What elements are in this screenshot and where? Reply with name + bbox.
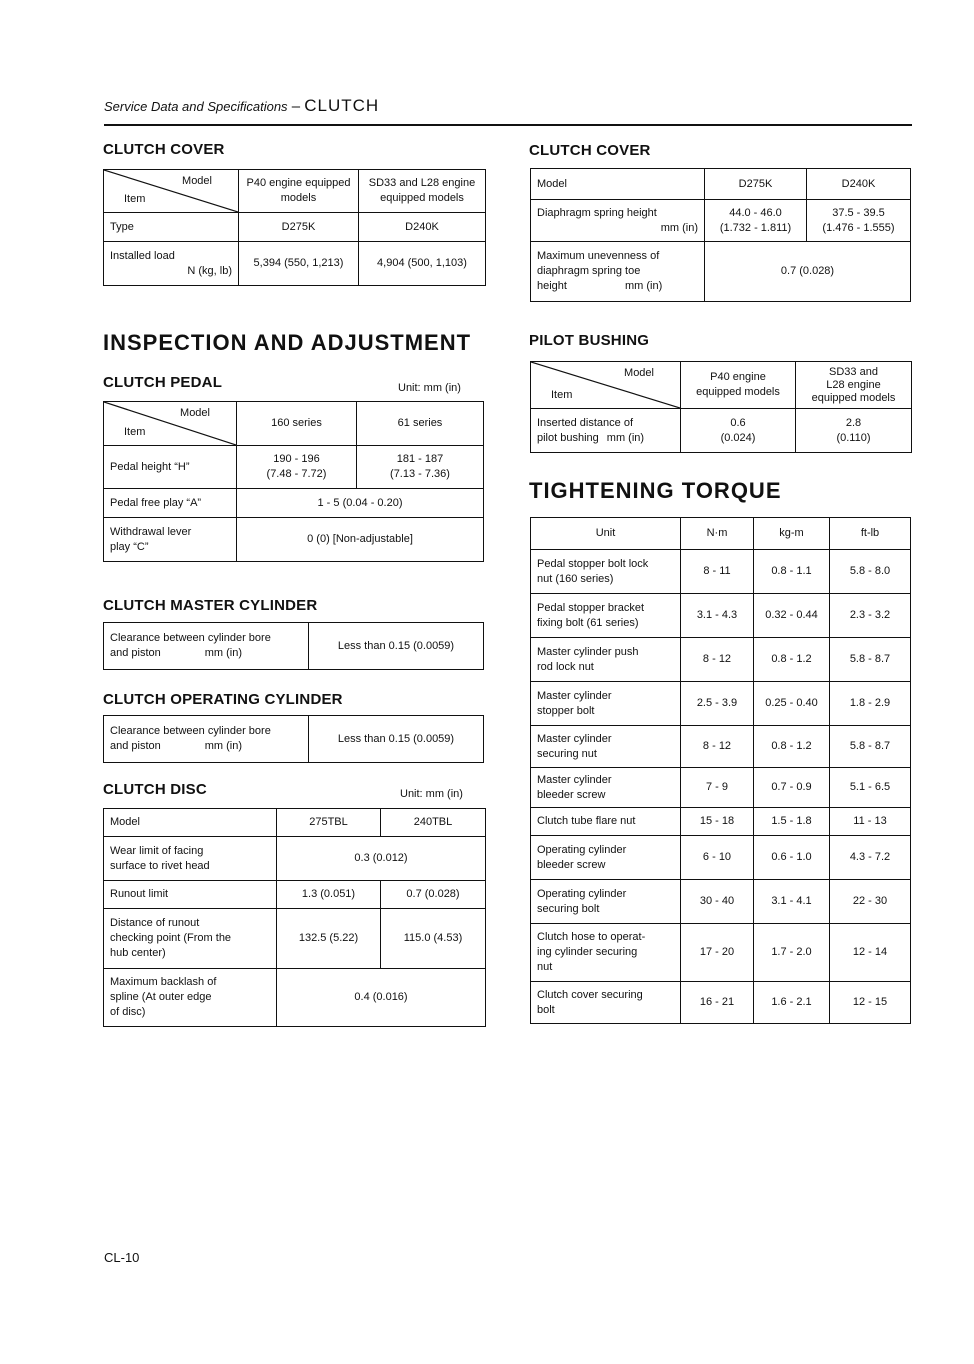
- label-line: checking point (From the: [110, 932, 232, 944]
- clutch-pedal-table: [103, 401, 484, 562]
- model-label: Model: [624, 367, 654, 379]
- item-label: Item: [124, 193, 146, 205]
- label-line: Diaphragm spring height: [537, 206, 657, 219]
- cell-value: 22 - 30: [830, 880, 911, 924]
- cell-value: 11 - 13: [830, 808, 911, 836]
- clutch-disc-unit: Unit: mm (in): [400, 788, 463, 800]
- item-label: Item: [124, 426, 146, 438]
- value-line: (0.110): [836, 431, 871, 444]
- value-line: 37.5 - 39.5: [832, 206, 885, 219]
- master-cylinder-table: [103, 622, 484, 670]
- label-line: Wear limit of facing: [110, 844, 204, 857]
- cell-value: 15 - 18: [681, 808, 754, 836]
- header-rule: [104, 124, 912, 126]
- col-header: Model: [531, 169, 705, 200]
- row-label: Pedal free play “A”: [104, 489, 237, 518]
- cell-value: 0.7 (0.028): [705, 242, 911, 302]
- table-row: [531, 550, 911, 594]
- cell-value: 0.32 - 0.44: [754, 594, 830, 638]
- cell-value: 4,904 (500, 1,103): [359, 242, 486, 286]
- cell-value: 2.3 - 3.2: [830, 594, 911, 638]
- label-text: and piston: [110, 647, 161, 659]
- cell-value: 0.3 (0.012): [277, 837, 486, 881]
- label-line: hub center): [110, 947, 166, 959]
- model-label: Model: [180, 407, 210, 419]
- label-line: Master cylinder: [537, 732, 612, 745]
- cell-value: 0.25 - 0.40: [754, 682, 830, 726]
- cell-value: [807, 200, 911, 242]
- value-line: 181 - 187: [396, 453, 444, 465]
- row-label: Pedal height “H”: [104, 446, 237, 489]
- row-unit: mm (in): [204, 740, 243, 752]
- cell-value: 12 - 15: [830, 982, 911, 1024]
- label-line: nut: [537, 961, 553, 973]
- header-title: CLUTCH: [304, 96, 380, 115]
- row-label: [104, 969, 277, 1027]
- row-label: [531, 682, 681, 726]
- label-line: stopper bolt: [537, 704, 595, 717]
- row-label: [104, 242, 239, 286]
- cell-value: [237, 446, 357, 489]
- cell-value: 5.1 - 6.5: [830, 768, 911, 808]
- row-label: [104, 716, 309, 763]
- cell-value: 1.5 - 1.8: [754, 808, 830, 836]
- header-subtitle: Service Data and Specifications: [104, 99, 288, 114]
- label-line: securing nut: [537, 747, 597, 760]
- label-line: Maximum backlash of: [110, 976, 217, 988]
- cell-value: [681, 409, 796, 453]
- label-line: Pedal stopper bolt lock: [537, 557, 649, 570]
- row-unit: mm (in): [624, 280, 663, 292]
- row-label: Runout limit: [104, 881, 277, 909]
- label-text: height: [537, 280, 567, 292]
- cell-value: 0.8 - 1.2: [754, 726, 830, 768]
- cell-value: 8 - 11: [681, 550, 754, 594]
- label-line: Clutch cover securing: [537, 988, 643, 1001]
- label-line: [110, 646, 302, 661]
- label-line: spline (At outer edge: [110, 991, 212, 1003]
- cell-value: 0.7 - 0.9: [754, 768, 830, 808]
- cell-value: 0.8 - 1.2: [754, 638, 830, 682]
- cell-value: 5.8 - 8.7: [830, 726, 911, 768]
- cell-value: 0 (0) [Non-adjustable]: [237, 518, 484, 562]
- row-label: [104, 623, 309, 670]
- row-label: [531, 808, 681, 836]
- table-row: [531, 638, 911, 682]
- label-line: Clearance between cylinder bore: [110, 632, 271, 644]
- label-text: and piston: [110, 740, 161, 752]
- label-line: of disc): [110, 1006, 146, 1018]
- label-line: Master cylinder push: [537, 645, 639, 658]
- master-cylinder-heading: CLUTCH MASTER CYLINDER: [103, 597, 318, 614]
- row-label: [104, 518, 237, 562]
- label-line: Clutch tube flare nut: [537, 815, 636, 827]
- cell-value: 3.1 - 4.1: [754, 880, 830, 924]
- row-label: [531, 982, 681, 1024]
- cell-value: 8 - 12: [681, 726, 754, 768]
- model-item-diagonal-cell: [104, 170, 239, 213]
- label-line: Clutch hose to operat-: [537, 931, 646, 943]
- col-header: ft-lb: [830, 518, 911, 550]
- col-header: 61 series: [357, 402, 484, 446]
- row-unit: mm (in): [204, 647, 243, 659]
- cell-value: 7 - 9: [681, 768, 754, 808]
- label-line: Inserted distance of: [537, 416, 634, 429]
- cell-value: D275K: [239, 213, 359, 242]
- header-line: equipped models: [811, 391, 896, 404]
- cell-value: 1.8 - 2.9: [830, 682, 911, 726]
- page-header: [104, 96, 379, 116]
- table-row: [531, 768, 911, 808]
- label-text: pilot bushing: [537, 431, 599, 444]
- cell-value: 1.7 - 2.0: [754, 924, 830, 982]
- pilot-bushing-table: [530, 361, 912, 453]
- col-header: D240K: [807, 169, 911, 200]
- col-header: [796, 362, 912, 409]
- pilot-bushing-heading: PILOT BUSHING: [529, 332, 650, 349]
- value-line: 2.8: [845, 416, 862, 429]
- value-line: (7.48 - 7.72): [266, 468, 327, 480]
- label-line: Distance of runout: [110, 917, 200, 929]
- row-label: [531, 880, 681, 924]
- header-dash: –: [287, 98, 305, 115]
- col-header: 275TBL: [277, 809, 381, 837]
- cell-value: [705, 200, 807, 242]
- row-label: [531, 924, 681, 982]
- label-line: diaphragm spring toe: [537, 265, 641, 277]
- table-row: [531, 682, 911, 726]
- label-line: Master cylinder: [537, 689, 612, 702]
- label-line: rod lock nut: [537, 660, 594, 673]
- label-line: ing cylinder securing: [537, 946, 638, 958]
- header-line: L28 engine: [826, 378, 881, 391]
- row-label: [531, 594, 681, 638]
- cell-value: 8 - 12: [681, 638, 754, 682]
- label-line: [110, 739, 302, 754]
- cell-value: 5.8 - 8.0: [830, 550, 911, 594]
- row-label: [531, 550, 681, 594]
- row-label: Type: [104, 213, 239, 242]
- operating-cylinder-table: [103, 715, 484, 763]
- cell-value: 16 - 21: [681, 982, 754, 1024]
- clutch-disc-table: [103, 808, 486, 1027]
- col-header: Model: [104, 809, 277, 837]
- col-header: N·m: [681, 518, 754, 550]
- label-line: fixing bolt (61 series): [537, 616, 639, 629]
- item-label: Item: [551, 389, 573, 401]
- model-label: Model: [182, 175, 212, 187]
- col-header: Unit: [531, 518, 681, 550]
- row-label: [531, 409, 681, 453]
- label-line: bolt: [537, 1003, 555, 1016]
- value-line: (0.024): [720, 431, 756, 444]
- label-line: bleeder screw: [537, 858, 606, 871]
- cell-value: 115.0 (4.53): [381, 909, 486, 969]
- cell-value: 0.6 - 1.0: [754, 836, 830, 880]
- table-row: [531, 836, 911, 880]
- label-line: Maximum unevenness of: [537, 250, 660, 262]
- cell-value: 5,394 (550, 1,213): [239, 242, 359, 286]
- cell-value: Less than 0.15 (0.0059): [309, 623, 484, 670]
- row-unit: N (kg, lb): [187, 264, 232, 277]
- clutch-cover-right-table: [530, 168, 911, 302]
- label-line: surface to rivet head: [110, 859, 210, 872]
- operating-cylinder-heading: CLUTCH OPERATING CYLINDER: [103, 691, 343, 708]
- label-line: [537, 431, 674, 446]
- cell-value: 30 - 40: [681, 880, 754, 924]
- col-header: [681, 362, 796, 409]
- cell-value: 4.3 - 7.2: [830, 836, 911, 880]
- row-label: [104, 837, 277, 881]
- cell-value: [796, 409, 912, 453]
- row-label-text: Installed load: [110, 249, 175, 262]
- col-header: P40 engine equipped models: [239, 170, 359, 213]
- cell-value: 1.6 - 2.1: [754, 982, 830, 1024]
- header-line: equipped models: [696, 386, 780, 398]
- cell-value: D240K: [359, 213, 486, 242]
- cell-value: 1.3 (0.051): [277, 881, 381, 909]
- col-header: D275K: [705, 169, 807, 200]
- label-line: Withdrawal lever: [110, 525, 192, 538]
- header-line: SD33 and: [829, 365, 878, 378]
- label-line: Master cylinder: [537, 773, 612, 786]
- cell-value: 6 - 10: [681, 836, 754, 880]
- label-line: Operating cylinder: [537, 887, 627, 900]
- value-line: 190 - 196: [273, 453, 320, 465]
- cell-value: 132.5 (5.22): [277, 909, 381, 969]
- col-header: kg-m: [754, 518, 830, 550]
- cell-value: 17 - 20: [681, 924, 754, 982]
- col-header: 240TBL: [381, 809, 486, 837]
- table-row: [531, 594, 911, 638]
- row-unit: mm (in): [606, 431, 645, 444]
- row-label: [531, 768, 681, 808]
- cell-value: 1 - 5 (0.04 - 0.20): [237, 489, 484, 518]
- cell-value: [357, 446, 484, 489]
- label-line: play “C”: [110, 540, 149, 553]
- cell-value: 0.7 (0.028): [381, 881, 486, 909]
- clutch-disc-heading: CLUTCH DISC: [103, 781, 207, 798]
- cell-value: 5.8 - 8.7: [830, 638, 911, 682]
- table-row: [531, 982, 911, 1024]
- header-line: P40 engine: [710, 371, 766, 383]
- label-line: Pedal stopper bracket: [537, 601, 645, 614]
- clutch-pedal-heading: CLUTCH PEDAL: [103, 374, 223, 391]
- label-line: [537, 279, 698, 294]
- cell-value: 0.8 - 1.1: [754, 550, 830, 594]
- label-line: securing bolt: [537, 902, 600, 915]
- value-line: (1.732 - 1.811): [719, 221, 792, 234]
- clutch-cover-left-table: [103, 169, 486, 286]
- page-number: CL-10: [104, 1250, 140, 1265]
- tightening-torque-heading: TIGHTENING TORQUE: [529, 478, 782, 503]
- row-label: [531, 836, 681, 880]
- row-label: [531, 638, 681, 682]
- value-line: (1.476 - 1.555): [822, 221, 895, 234]
- tightening-torque-table: [530, 517, 911, 1024]
- cell-value: 12 - 14: [830, 924, 911, 982]
- col-header: 160 series: [237, 402, 357, 446]
- col-header: SD33 and L28 engine equipped models: [359, 170, 486, 213]
- model-item-diagonal-cell: [104, 402, 237, 446]
- cell-value: 2.5 - 3.9: [681, 682, 754, 726]
- label-line: bleeder screw: [537, 788, 606, 801]
- label-line: Operating cylinder: [537, 843, 627, 856]
- value-line: 0.6: [730, 416, 746, 429]
- clutch-cover-left-heading: CLUTCH COVER: [103, 141, 225, 158]
- row-label: [531, 726, 681, 768]
- label-line: nut (160 series): [537, 572, 614, 585]
- table-row: [531, 880, 911, 924]
- cell-value: 0.4 (0.016): [277, 969, 486, 1027]
- row-label: [531, 242, 705, 302]
- table-row: [531, 924, 911, 982]
- table-row: [531, 808, 911, 836]
- inspection-title: INSPECTION AND ADJUSTMENT: [103, 330, 472, 355]
- value-line: 44.0 - 46.0: [729, 206, 782, 219]
- cell-value: Less than 0.15 (0.0059): [309, 716, 484, 763]
- row-label: [104, 909, 277, 969]
- clutch-cover-right-heading: CLUTCH COVER: [529, 142, 651, 159]
- table-row: [531, 726, 911, 768]
- row-unit: mm (in): [660, 221, 698, 234]
- label-line: Clearance between cylinder bore: [110, 725, 271, 737]
- clutch-pedal-unit: Unit: mm (in): [398, 382, 461, 394]
- row-label: [531, 200, 705, 242]
- cell-value: 3.1 - 4.3: [681, 594, 754, 638]
- value-line: (7.13 - 7.36): [390, 468, 450, 480]
- model-item-diagonal-cell: [531, 362, 681, 409]
